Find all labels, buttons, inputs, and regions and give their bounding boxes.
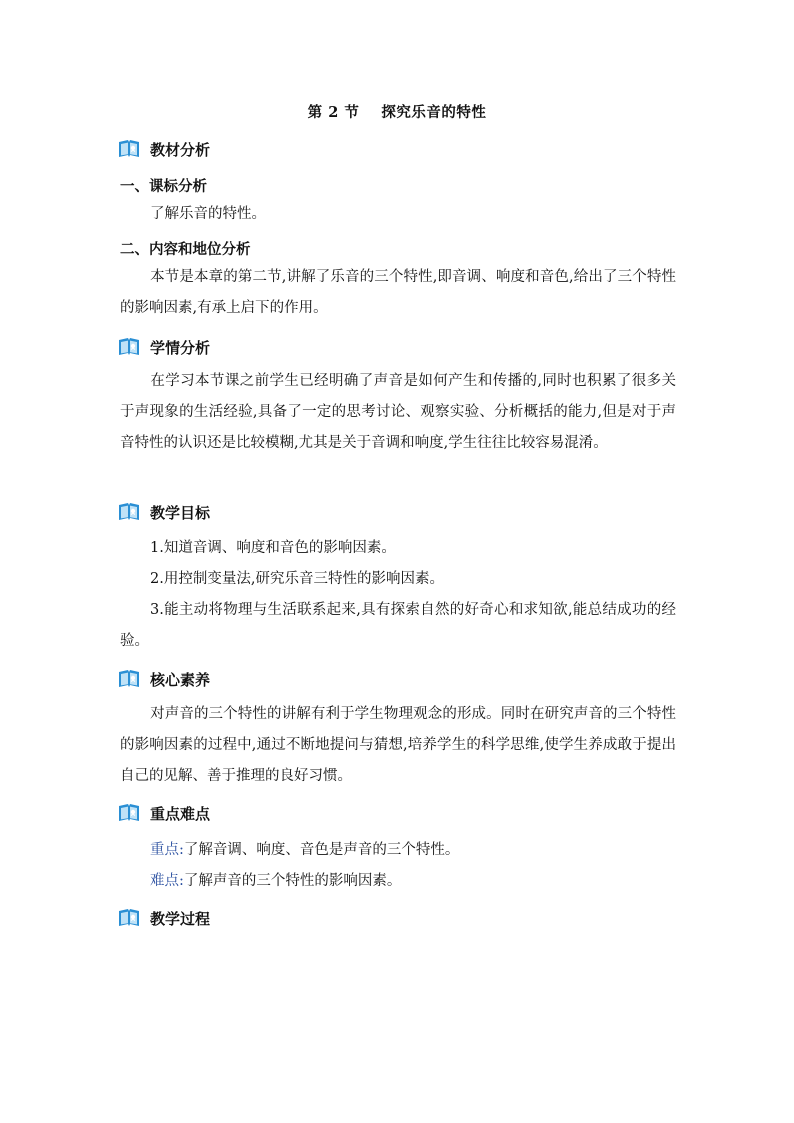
- book-icon: [118, 908, 140, 928]
- key-point-focus: [120, 835, 676, 866]
- section-heading-key-points: [118, 801, 210, 825]
- goal-item-text: 2.用控制变量法,研究乐音三特性的影响因素。: [150, 571, 444, 587]
- book-icon: [118, 502, 140, 522]
- goal-item: [120, 564, 676, 595]
- section-heading-process: [118, 906, 210, 930]
- title-section-name: 探究乐音的特性: [381, 104, 487, 121]
- subheading-content: 二、内容和地位分析: [120, 241, 251, 258]
- book-icon: [118, 669, 140, 689]
- goal-item-text: 1.知道音调、响度和音色的影响因素。: [150, 540, 396, 556]
- paragraph-standard: [120, 199, 676, 230]
- paragraph-content: [120, 262, 676, 324]
- section-heading-students: [118, 335, 210, 359]
- paragraph-literacy: [120, 699, 676, 792]
- focus-text: 了解音调、响度、音色是声音的三个特性。: [183, 842, 460, 858]
- subheading-standard: 一、课标分析: [120, 178, 207, 195]
- section-heading-analysis: [118, 137, 210, 161]
- goal-item: [120, 595, 676, 657]
- paragraph-standard-text: 了解乐音的特性。: [150, 206, 266, 222]
- section-heading-label: 核心素养: [150, 670, 211, 689]
- page-title: [0, 101, 794, 122]
- paragraph-students-text: 在学习本节课之前学生已经明确了声音是如何产生和传播的,同时也积累了很多关于声现象的生活经验,具备了一定的思考讨论、观察实验、分析概括的能力,但是对于声音特性的认识还是比较模糊,尤其是关于音调和响度,学生往往比较容易混淆。: [120, 373, 676, 451]
- paragraph-students: [120, 366, 676, 459]
- goal-item-text: 3.能主动将物理与生活联系起来,具有探索自然的好奇心和求知欲,能总结成功的经验。: [120, 602, 676, 649]
- paragraph-content-text: 本节是本章的第二节,讲解了乐音的三个特性,即音调、响度和音色,给出了三个特性的影响因素,有承上启下的作用。: [120, 269, 676, 316]
- section-heading-literacy: [118, 667, 210, 691]
- section-heading-goals: [118, 500, 210, 524]
- difficulty-text: 了解声音的三个特性的影响因素。: [183, 873, 402, 889]
- key-point-difficulty: [120, 866, 676, 897]
- goal-item: [120, 533, 676, 564]
- focus-label: 重点:: [150, 842, 184, 858]
- title-section-number: 第 2 节: [307, 104, 360, 121]
- section-heading-label: 教材分析: [150, 140, 211, 159]
- difficulty-label: 难点:: [150, 873, 184, 889]
- section-heading-label: 重点难点: [150, 804, 211, 823]
- book-icon: [118, 337, 140, 357]
- paragraph-literacy-text: 对声音的三个特性的讲解有利于学生物理观念的形成。同时在研究声音的三个特性的影响因素的过程中,通过不断地提问与猜想,培养学生的科学思维,使学生养成敢于提出自己的见解、善于推理的良好习惯。: [120, 706, 676, 784]
- section-heading-label: 教学过程: [150, 909, 211, 928]
- book-icon: [118, 803, 140, 823]
- section-heading-label: 教学目标: [150, 503, 211, 522]
- book-icon: [118, 139, 140, 159]
- section-heading-label: 学情分析: [150, 338, 211, 357]
